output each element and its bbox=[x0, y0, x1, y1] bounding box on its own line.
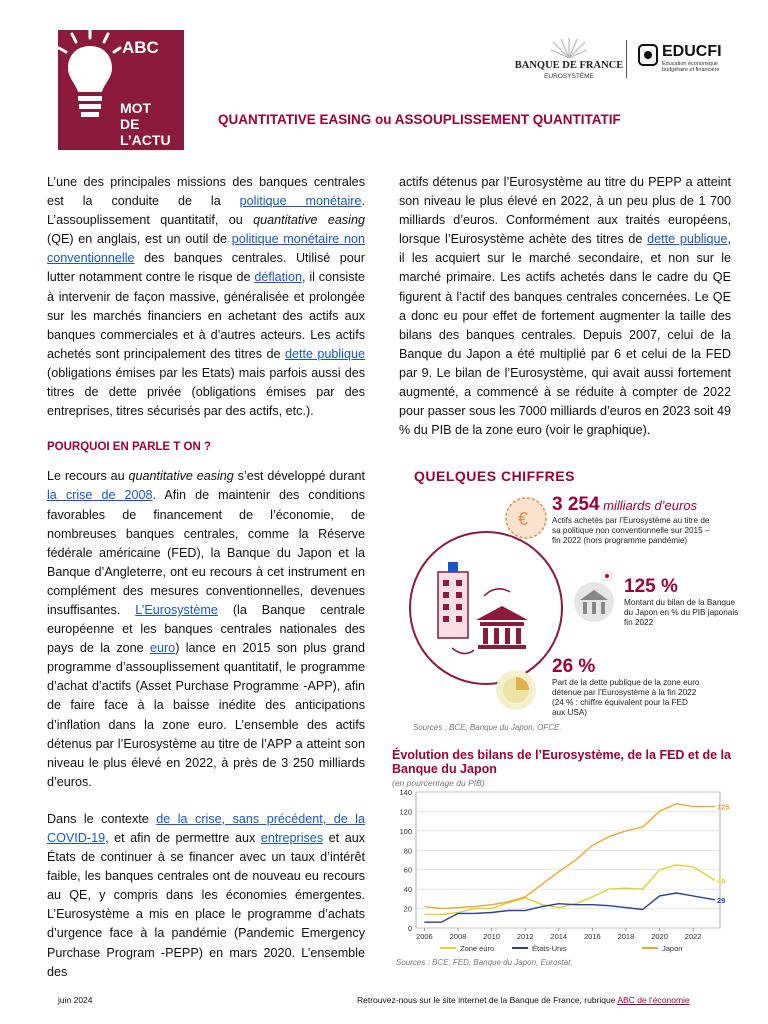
chart-x-tick-label: 2010 bbox=[483, 932, 500, 941]
bank-japan-icon bbox=[574, 572, 614, 622]
chart-legend-label: Zone euro bbox=[460, 944, 495, 953]
chart-x-tick-label: 2012 bbox=[516, 932, 534, 941]
chart-end-label: 29 bbox=[716, 895, 726, 905]
chart-y-tick-label: 100 bbox=[399, 826, 412, 836]
section-heading: POURQUOI EN PARLE T ON ? bbox=[47, 441, 211, 454]
chart-y-tick-label: 60 bbox=[403, 865, 412, 875]
chart-x-tick-label: 2014 bbox=[550, 932, 568, 941]
chart-x-tick-label: 2008 bbox=[449, 932, 467, 941]
page-title: QUANTITATIVE EASING ou ASSOUPLISSEMENT QUANTITATIF bbox=[218, 112, 621, 127]
chart-x-tick-label: 2016 bbox=[584, 932, 601, 941]
chart-x-tick-label: 2006 bbox=[416, 932, 433, 941]
chart-subtitle: (en pourcentage du PIB) bbox=[392, 778, 485, 788]
chart-end-label: 49 bbox=[716, 876, 726, 886]
chart-y-tick-label: 40 bbox=[403, 885, 412, 895]
paragraph-intro: L’une des principales missions des banques centrales est la conduite de la politique monétaire. L’assouplissement quantitatif, ou quantitative easing (QE) en anglais, est un outil de politique monétaire non conventionnelle des banques centrales. Utilisé pour lutter notamment contre le risque de déflation, il consiste à intervenir de façon massive, généralisée et prolongée sur les marchés financiers en achetant des actifs aux banques commerciales et à d’autres acteurs. Les actifs achetés sont principalement des titres de dette publique (obligations émises par les Etats) mais parfois aussi des titres de dette privée (obligations émises par des entreprises, titres sécurisés par des actifs, etc.). bbox=[47, 175, 366, 419]
arrow-icon bbox=[452, 648, 474, 654]
balance-chart bbox=[390, 786, 730, 958]
chart-y-tick-label: 140 bbox=[399, 788, 412, 797]
footer-date: juin 2024 bbox=[58, 995, 93, 1005]
link-eurosysteme[interactable]: L’Eurosystème bbox=[135, 602, 218, 617]
chart-legend-label: Japon bbox=[662, 944, 683, 953]
logo-abc-text: ABC bbox=[122, 38, 159, 57]
educfi-sub: Éducation économique budgétaire et financière bbox=[662, 61, 720, 73]
chart-end-label: 125 bbox=[716, 802, 730, 812]
building-icon bbox=[438, 562, 468, 638]
left-column bbox=[47, 173, 365, 982]
chart-y-tick-label: 0 bbox=[407, 924, 412, 933]
link-entreprises[interactable]: entreprises bbox=[260, 831, 324, 845]
stat-actifs: 3 254 milliards d’euros Actifs achetés par l’Eurosystème au titre de sa politique non conventionnelle sur 2015 – fin 2022 (hors programme pandémie) bbox=[552, 494, 710, 545]
bdf-sub: EUROSYSTÈME bbox=[544, 73, 594, 80]
arrow-icon bbox=[484, 589, 510, 596]
stat-dette: 26 % Part de la dette publique de la zone euro détenue par l’Eurosystème à la fin 2022 (24 % : chiffre équivalent pour la FED aux USA) bbox=[552, 656, 700, 717]
chiffres-title: QUELQUES CHIFFRES bbox=[414, 468, 575, 484]
chart-x-tick-label: 2022 bbox=[684, 932, 702, 941]
footer-text: Retrouvez-nous sur le site internet de la Banque de France, rubrique ABC de l’économie bbox=[357, 995, 690, 1005]
educfi-emblem-icon bbox=[638, 44, 658, 66]
educfi-title: EDUCFI bbox=[662, 43, 722, 60]
link-crise-2008[interactable]: la crise de 2008 bbox=[47, 488, 153, 503]
educfi-logo bbox=[638, 43, 722, 73]
chart-y-tick-label: 120 bbox=[399, 807, 412, 817]
link-crise-covid[interactable]: de la crise, sans précédent, de la COVID-19 bbox=[47, 811, 365, 845]
right-column bbox=[399, 173, 731, 440]
pie-icon bbox=[496, 670, 536, 710]
stat-japon: 125 % Montant du bilan de la Banque du Japon en % du PIB japonais fin 2022 bbox=[624, 576, 739, 627]
chart-x-tick-label: 2020 bbox=[651, 932, 668, 941]
link-dette-publique[interactable]: dette publique bbox=[284, 346, 365, 361]
chart-y-tick-label: 20 bbox=[403, 904, 412, 914]
chart-legend-label: États-Unis bbox=[532, 944, 567, 953]
bdf-name: BANQUE DE FRANCE bbox=[514, 60, 624, 71]
chart-x-tick-label: 2018 bbox=[617, 932, 635, 941]
logo-mot-text: MOT DE L’ACTU bbox=[120, 100, 171, 148]
chiffres-sources: Sources : BCE, Banque du Japon, OFCE. bbox=[413, 723, 562, 732]
link-politique-monetaire[interactable]: politique monétaire bbox=[239, 194, 362, 209]
bank-icon bbox=[476, 606, 528, 649]
paragraph-covid: Dans le contexte de la crise, sans précédent, de la COVID-19, et afin de permettre aux entreprises et aux États de continuer à se financer avec un taux d’intérêt faible, les banques centrales ont de nouveau eu recours au QE, y compris dans les économies émergentes. L’Eurosystème a mis en place le programme d’achats d’urgence face à la pandémie (Pandemic Emergency Purchase Program -PEPP) en mars 2020. L’ensemble des bbox=[47, 811, 365, 979]
euro-coin-icon bbox=[506, 498, 546, 538]
link-deflation[interactable]: déflation bbox=[254, 270, 302, 285]
footer-link-abc[interactable]: ABC de l’économie bbox=[617, 995, 690, 1005]
chart-sources: Sources : BCE, FED, Banque du Japon, Eurostat. bbox=[396, 958, 573, 967]
chart-y-tick-label: 80 bbox=[403, 846, 412, 856]
paragraph-pourquoi: Le recours au quantitative easing s’est développé durant la crise de 2008. Afin de maintenir des conditions favorables de financement de l’économie, de nombreuses banques centrales, comme la Réserve fédérale américaine (FED), la Banque du Japon et la Banque d’Angleterre, ont eu recours à cet instrument en complément des mesures conventionnelles, devenues insuffisantes. L’Eurosystème (la Banque centrale européenne et les banques centrales nationales des pays de la zone euro) lance en 2015 son plus grand programme d’assouplissement quantitatif, le programme d’achat d’actifs (Asset Purchase Programme -APP), afin de faire face à la baisse inédite des anticipations d’inflation dans la zone euro. L’ensemble des actifs détenus par l’Eurosystème au titre de l’APP a atteint son niveau le plus élevé en 2022, à près de 3 250 milliards d’euros. bbox=[47, 469, 365, 789]
link-politique-non-conventionnelle[interactable]: politique monétaire non conventionnelle bbox=[47, 232, 365, 266]
abc-logo bbox=[58, 30, 184, 150]
link-dette-publique-2[interactable]: dette publique bbox=[647, 232, 728, 247]
svg-text:€: € bbox=[518, 509, 529, 529]
bdf-emblem-icon bbox=[549, 38, 589, 60]
chart-title: Évolution des bilans de l’Eurosystème, de la FED et de la Banque du Japon bbox=[392, 748, 731, 776]
paragraph-pepp: actifs détenus par l’Eurosystème au titre du PEPP a atteint son niveau le plus élevé en 2022, à un peu plus de 1 700 milliards d’euros. Conformément aux traités européens, lorsque l’Eurosystème achète des titres de dette publique, il les acquiert sur le marché secondaire, et non sur le marché primaire. Les actifs achetés dans le cadre du QE figurent à l’actif des banques centrales concernées. Le QE a donc eu pour effet de fortement augmenter la taille des bilans des banques centrales. Depuis 2007, celui de la Banque du Japon a été multiplié par 6 et celui de la FED par 9. Le bilan de l’Eurosystème, qui avait aussi fortement augmenté, a commencé à se réduite à compter de 2022 pour passer sous les 7000 milliards d’euros en 2023 soit 49 % du PIB de la zone euro (voir le graphique). bbox=[399, 175, 731, 438]
header-divider bbox=[626, 40, 627, 78]
banque-de-france-logo bbox=[514, 40, 624, 82]
link-euro[interactable]: euro bbox=[149, 641, 176, 656]
